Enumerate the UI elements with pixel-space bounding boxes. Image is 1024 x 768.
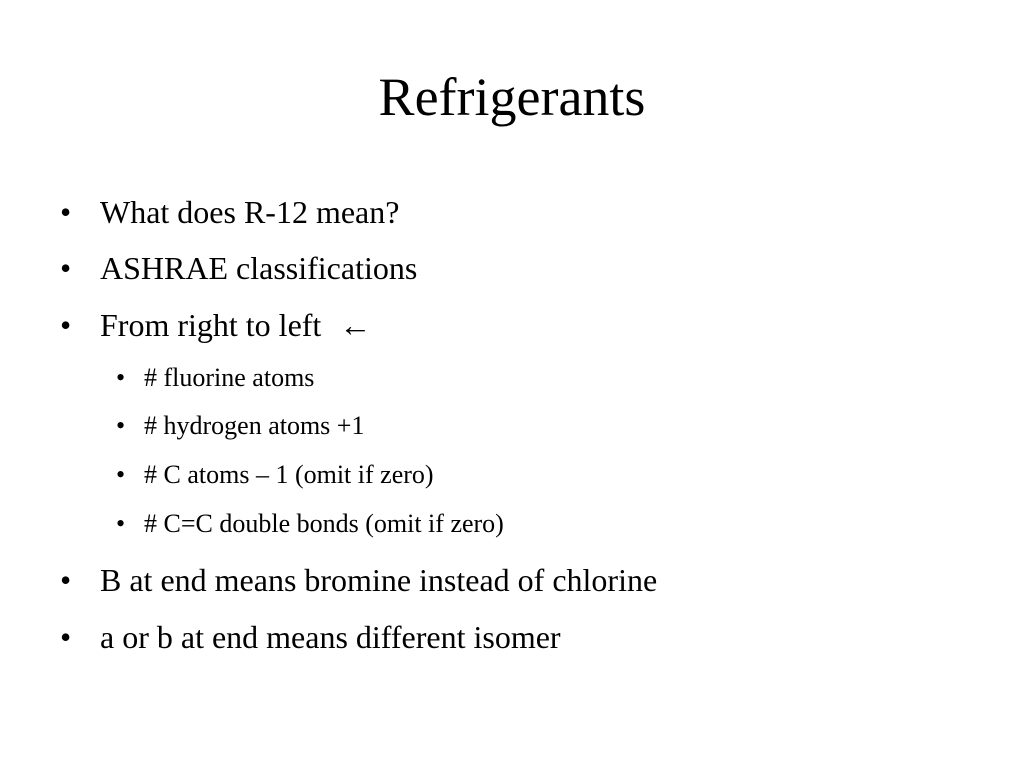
bullet-item-bromine xyxy=(60,560,657,600)
sub-bullet-double-bonds xyxy=(116,508,504,540)
bullet-text: # C atoms – 1 (omit if zero) xyxy=(144,460,434,489)
bullet-icon: • xyxy=(60,307,72,343)
bullet-icon: • xyxy=(60,562,72,598)
bullet-item-r12-meaning xyxy=(60,192,399,232)
slide-title: Refrigerants xyxy=(378,67,646,127)
bullet-text: # hydrogen atoms +1 xyxy=(144,411,365,440)
bullet-text: B at end means bromine instead of chlorine xyxy=(100,562,658,598)
bullet-icon: • xyxy=(116,411,126,440)
bullet-icon: • xyxy=(116,460,126,489)
bullet-icon: • xyxy=(116,363,126,392)
bullet-text: From right to left xyxy=(100,307,322,343)
sub-bullet-hydrogen xyxy=(116,410,364,442)
bullet-text: What does R-12 mean? xyxy=(100,194,400,230)
bullet-text: ASHRAE classifications xyxy=(100,250,418,286)
bullet-text: # fluorine atoms xyxy=(144,363,315,392)
bullet-icon: • xyxy=(60,194,72,230)
bullet-text: # C=C double bonds (omit if zero) xyxy=(144,509,504,538)
bullet-icon: • xyxy=(60,250,72,286)
bullet-item-right-to-left xyxy=(60,305,371,345)
left-arrow-icon: ← xyxy=(339,307,372,343)
bullet-item-isomer xyxy=(60,617,561,657)
sub-bullet-fluorine xyxy=(116,362,314,394)
sub-bullet-carbon xyxy=(116,459,434,491)
bullet-icon: • xyxy=(116,509,126,538)
bullet-text: a or b at end means different isomer xyxy=(100,619,561,655)
bullet-icon: • xyxy=(60,619,72,655)
bullet-item-ashrae xyxy=(60,248,417,288)
